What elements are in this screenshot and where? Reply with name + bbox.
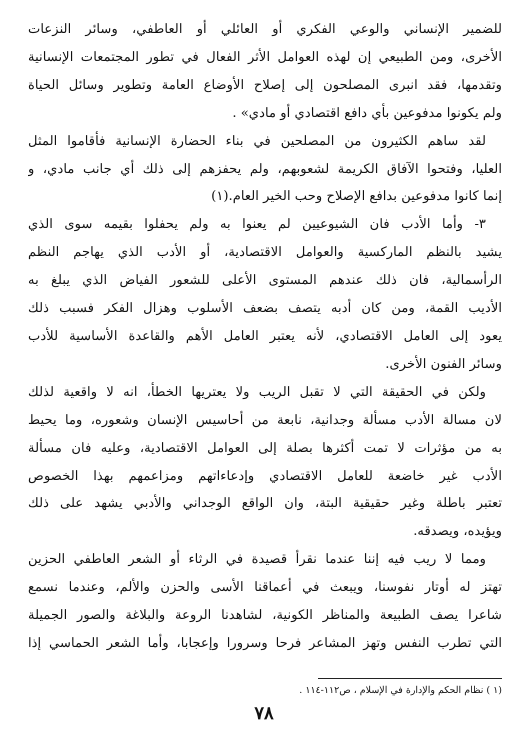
text-line: الأديب القمة، ومن كان أدبه يتصف بضعف الأسلوب وهزال الفكر فسبب ذلك — [28, 301, 502, 317]
text-line: ويؤيده، ويصدقه. — [413, 524, 502, 540]
text-line: ولم يكونوا مدفوعين بأي دافع اقتصادي أو مادي» . — [232, 105, 502, 121]
text-line: العليا، وفتحوا الآفاق الكريمة لشعوبهم، ولم يحفزهم إلى ذلك أي جانب مادي، و — [28, 161, 502, 177]
text-line: به من مؤثرات لا تمت أكثرها بصلة إلى العوامل الاقتصادية، وعليه فان مسألة — [28, 440, 502, 456]
text-line: ولكن في الحقيقة التي لا تقبل الريب ولا يعتريها الخطأ، انه لا واقعية لذلك — [28, 384, 486, 400]
text-line: الرأسمالية، فان ذلك عندهم المستوى الأعلى للشعور الفياض الذي يبلغ به — [28, 273, 502, 289]
text-line: وتقدمها، فقد انبرى المصلحون إلى إصلاح الأوضاع العامة وتطوير وسائل الحياة — [28, 77, 502, 93]
body-text — [28, 16, 502, 658]
page-number: ٧٨ — [254, 703, 274, 724]
text-line: يعود إلى العامل الاقتصادي، لأنه يعتبر العامل الأهم والقاعدة الأساسية للأدب — [28, 328, 502, 344]
text-line: لان مسالة الأدب مسألة وجدانية، نابعة من أحاسيس الإنسان وشعوره، وما يحيط — [28, 412, 502, 428]
text-line: تعتبر باطلة وغير حقيقية البتة، وان الواقع الوجداني والأدبي يشهد على ذلك — [28, 496, 502, 512]
text-line: تهتز له أوتار نفوسنا، ويبعث في أعماقنا الأسى والحزن والألم، وعندما نسمع — [28, 580, 502, 596]
text-line: وسائر الفنون الأخرى. — [385, 356, 502, 372]
footnote-divider — [318, 678, 502, 679]
text-line: شاعرا يصف الطبيعة والمناظر الكونية، لشاهدنا الروعة والبلاغة والصور الجميلة — [28, 608, 502, 624]
text-line: التي تطرب النفس وتهز المشاعر فرحا وسرورا وإعجابا، وأما الشعر الحماسي إذا — [28, 635, 502, 651]
text-line: ومما لا ريب فيه إننا عندما نقرأ قصيدة في الرثاء أو الشعر العاطفي الحزين — [28, 552, 486, 568]
text-line: يشيد بالنظم الماركسية والعوامل الاقتصادية، أو الأدب الذي يهاجم النظم — [28, 245, 502, 261]
text-line: للضمير الإنساني والوعي الفكري أو العائلي أو العاطفي، وسائر النزعات — [28, 22, 502, 37]
footnote: (١ ) نظام الحكم والإدارة في الإسلام ، ص١١٢-١١٤ . — [299, 685, 502, 696]
text-line: إنما كانوا مدفوعين بدافع الإصلاح وحب الخير العام.(١) — [211, 189, 502, 205]
text-line: الأخرى، ومن الطبيعي إن لهذه العوامل الأثر الفعال في تطور المجتمعات الإنسانية — [28, 49, 502, 65]
text-line: الأدب غير خاضعة للعامل الاقتصادي وإدعاءاتهم ومزاعمهم بهذا الخصوص — [28, 468, 502, 484]
text-line: لقد ساهم الكثيرون من المصلحين في بناء الحضارة الإنسانية فأقاموا المثل — [28, 133, 486, 149]
text-line: ٣- وأما الأدب فان الشيوعيين لم يعنوا به ولم يحفلوا بقيمه سوى الذي — [28, 217, 486, 233]
